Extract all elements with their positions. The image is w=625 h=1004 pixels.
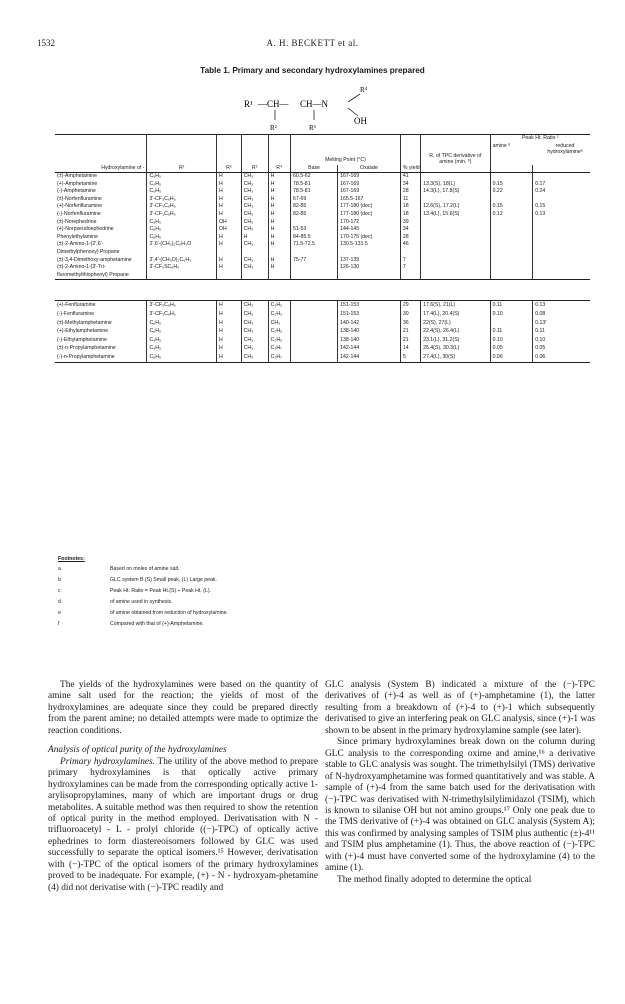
table-cell: 84-85.5 [290,234,337,242]
table-cell: H [268,234,290,242]
table-row [55,327,590,336]
hdr-peak-ratio: Peak Ht. Ratio ᶜ amine ᵈ reduced hydroxylamineᵉ [490,135,590,165]
compound-name-cell: Phenylethylamine [57,233,98,240]
table-cell: 0.10 [490,310,533,319]
footnote-key: d [58,599,61,605]
paragraph: The method finally adopted to determine the optical [337,874,532,885]
table-row [55,336,590,345]
table-cell: 67-69 [290,196,337,204]
table-cell: 18 [400,211,420,219]
table-cell: 21 [400,327,420,336]
table-cell: H [268,211,290,219]
page-number: 1532 [37,38,55,48]
table-cell: 82-85 [290,203,337,211]
table-cell: CH₃ [241,203,268,211]
table-cell: 39 [400,219,420,227]
table-cell: 29 [400,301,420,310]
table-cell: 0.06 [490,353,533,362]
table-cell: 17.6(S), 21(L) [421,301,491,310]
hdr-reduced: reduced hydroxylamineᵉ [547,143,583,155]
footnote-item [58,610,398,621]
footnote-text: Based on moles of amine salt. [110,566,180,572]
table-row [55,219,590,227]
table-cell: H [268,264,290,280]
table-row [55,257,590,265]
table-cell: H [216,196,241,204]
table-cell: 142-144 [338,353,401,362]
table-cell: 75-77 [290,257,337,265]
body-column-right [325,680,595,886]
table-cell [421,241,491,256]
compound-name-cell: (+)-Fenfluramine [55,301,147,310]
table-cell: 137-139 [338,257,401,265]
footnote-text: GLC system B (S) Small peak, (L) Large peak. [110,577,217,583]
table-cell [421,234,491,242]
table-cell: CH₃ [241,310,268,319]
table-cell: 41 [400,173,420,181]
footnote-text: Peak Ht. Ratio = Peak Ht.(S) ÷ Peak Ht. (L). [110,588,212,594]
table-cell: H [216,203,241,211]
footnote-item [58,621,398,632]
table-row [55,226,590,234]
table-cell: C₆H₅ [147,327,217,336]
table-cell: 34 [400,181,420,189]
table-cell: 3'-CF₃C₆H₅ [147,301,217,310]
table-cell: 0.15 [490,181,533,189]
table-cell [421,226,491,234]
table-cell [290,264,337,280]
table-cell: 126-130 [338,264,401,280]
table-cell: 27.4(L), 30(S) [421,353,491,362]
table-cell: 22(S), 27(L) [421,319,491,328]
structural-formula [240,80,400,136]
table-cell: 0.11 [490,327,533,336]
table-cell [291,327,338,336]
table-cell: 0.05 [533,344,590,353]
hdr-amine: amine ᵈ [492,143,511,149]
table-cell: 144-145 [338,226,401,234]
table-cell [291,319,338,328]
compound-name-cell: (±)-Amphetamine [57,173,98,180]
table-cell: H [268,203,290,211]
table-cell: 0.15 [490,203,533,211]
table-cell [533,241,590,256]
compound-name-cell: (±)-Norfenfluramine [57,195,102,202]
table-cell: 3'-CF₃C₆H₅ [147,203,217,211]
table-cell: CH₃ [241,353,268,362]
table-row [55,344,590,353]
hdr-yield: % yield [400,165,420,173]
table-cell [490,219,533,227]
compound-name-cell: (±)-2-Amino-1-(2',6'-Dimethylphenoxy) Propane [57,241,120,256]
table-cell: H [217,327,242,336]
formula-ch2: CH—N [300,99,329,109]
table-cell: 46 [400,241,420,256]
table-cell: 2',6'-(CH₃)₂C₆H₃O [147,241,217,256]
hdr-rtpc: R, of TPC derivative of amine (min. ᵇ) [421,135,491,165]
table-row [55,241,590,256]
table-cell [490,173,533,181]
formula-oh: OH [354,116,367,126]
table-cell: 0.10 [490,336,533,345]
table-cell [291,353,338,362]
table-row [55,319,590,328]
running-header [0,38,625,52]
formula-r4: R⁴ [360,86,368,94]
table-cell: 28 [400,188,420,196]
table-cell: 12.6(S), 17.2(L) [421,203,491,211]
formula-r1: R¹ [244,99,253,109]
table-row [55,196,590,204]
table-cell: 0.06 [533,353,590,362]
table-cell: C₆H₅ [147,319,217,328]
table-cell: 36 [400,319,420,328]
table-cell: 151-153 [338,301,401,310]
table-cell: C₆H₅ [147,344,217,353]
table-cell: H [217,344,242,353]
table-cell: H [241,234,268,242]
compound-name-cell: (-)-Norfenfluramine [57,211,101,218]
table-cell [421,196,491,204]
table-cell [291,344,338,353]
footnote-item [58,588,398,599]
compound-name-cell: (+)-Amphetamine [57,180,98,187]
compound-name-cell: (-)-n-Propylamphetamine [55,353,147,362]
table-cell [490,196,533,204]
table-cell [490,257,533,265]
table-cell: 0.11 [490,301,533,310]
table-cell: H [217,319,242,328]
compound-name-cell: (±)-n-Propylamphetamine [57,345,116,352]
footnotes [58,556,398,632]
table-cell [490,264,533,280]
table-cell: H [216,173,241,181]
table-cell: C₆H₅ [147,234,217,242]
table-cell: 170-172 [338,219,401,227]
hdr-r1: R¹ [147,165,217,173]
table-cell: 3'-CF₃C₆H₅ [147,211,217,219]
table-cell: 18 [400,203,420,211]
table-cell: 3',4'-(CH₃O)₂C₆H₃ [147,257,217,265]
table-cell: 3'-CF₃SC₆H₅ [147,264,217,280]
table-cell: 0.11 [533,327,590,336]
table-cell: 71.5-72.5 [290,241,337,256]
hdr-name: Hydroxylamine of - [55,165,147,173]
table-row [55,264,590,280]
table-cell: C₆H₅ [147,181,217,189]
table-cell [421,257,491,265]
table-cell: 7 [400,257,420,265]
hdr-melting-point: Melting Point (°C) [290,135,400,165]
footnote-key: b [58,577,61,583]
table-cell [490,241,533,256]
table-cell [490,319,533,328]
table-cell: 177-180 (dec) [338,211,401,219]
table-cell: CH₃ [241,211,268,219]
table-cell: 167-169 [338,181,401,189]
compound-name-cell: (-)-Fenfluramine [57,311,95,317]
table-cell: H [216,234,241,242]
compound-name-cell: (±)-Norephedrine [57,218,97,225]
table-cell: 13.4(L), 15.6(S) [421,211,491,219]
table-cell: CH₃ [241,181,268,189]
table-cell: H [217,336,242,345]
table-cell: 25.4(S), 30.3(L) [421,344,491,353]
footnote-key: a [58,566,61,572]
table-cell: 138-140 [338,336,401,345]
table-cell: 0.13 [533,211,590,219]
table-cell [291,336,338,345]
table-cell: CH₃ [241,257,268,265]
hdr-base: Base [290,165,337,173]
compound-name-cell: (±)-2-Amino-1-(3'-Tri-fluromethylthiophenyl) Propane [55,264,147,280]
table-cell: H [268,196,290,204]
table-cell: CH₃ [241,327,268,336]
compound-name-cell: (+)-Norpseudoephedrine [57,226,114,233]
table-cell: 34 [400,226,420,234]
table-cell: 11 [400,196,420,204]
running-authors: A. H. BECKETT et al. [266,38,359,48]
hdr-r3: R³ [241,165,268,173]
formula-r3: R³ [309,124,316,132]
table-cell: C₂H₅ [268,327,290,336]
table-cell: CH₃ [241,241,268,256]
table-cell [533,173,590,181]
table-cell: 177-180 (dec) [338,203,401,211]
table-cell: CH₃ [241,219,268,227]
table-cell [291,301,338,310]
table-cell [290,219,337,227]
table-cell: H [216,257,241,265]
footnote-item [58,599,398,610]
table-cell: H [268,219,290,227]
table-cell: C₆H₅ [147,336,217,345]
table-cell: C₆H₅ [147,226,217,234]
hdr-oxalate: Oxalate [338,165,401,173]
table-cell: C₆H₅ [147,353,217,362]
table-cell: CH₃ [241,264,268,280]
compound-name-cell: (+)-Norfenfluramine [57,203,103,210]
table-cell: 3'-CF₃C₆H₅ [147,310,217,319]
table-cell: CH₃ [241,301,268,310]
table-cell [533,257,590,265]
hdr-r2: R² [216,165,241,173]
formula-ch1: —CH— [258,99,289,109]
table-cell: 0.24 [533,188,590,196]
table-cell: 0.08 [533,310,590,319]
table-cell: H [216,264,241,280]
footnotes-title: Footnotes: [58,556,85,562]
table-cell: C₃H₇ [268,344,290,353]
table-cell: H [268,188,290,196]
table-row [55,353,590,362]
table-cell: H [268,226,290,234]
table-cell [533,226,590,234]
table-cell: 167-169 [338,173,401,181]
footnote-text: Compared with that of (+)-Amphetamine. [110,621,204,627]
footnote-item [58,566,398,577]
body-column-left [48,680,318,894]
table-cell: 78.5-81 [290,181,337,189]
compound-name-cell: (±)-Methylamphetamine [57,319,112,326]
table-cell: H [268,257,290,265]
table-caption: Table 1. Primary and secondary hydroxylamines prepared [200,66,425,75]
paragraph: Since primary hydroxylamines break down on the column during GLC analysis to the corresponding oxime and amine,¹⁶ a derivative stable to GLC analysis was sought. The trimethylsilyl (TMS) derivative of N-hydroxyamphetamine was formed quantitatively and was stable. A sample of (+)-4 from the same batch used for the derivatisation with (−)-TPC was derivatised with N-trimethylsilylimidazol (TSIM), which is known to silanise OH but not amino groups.¹⁷ Only one peak due to the TMS derivative of (+)-4 was obtained on GLC analysis (System A); this was confirmed by analysing samples of TSIM plus authentic (±)-4¹¹ and TSIM plus amphetamine (1). Thus, the above reaction of (−)-TPC with (+)-4 must have converted some of the hydroxylamine (4) to the amine (1). [325,737,595,874]
table-cell: CH₃ [241,344,268,353]
table-cell: 167-169 [338,188,401,196]
table-cell: 28 [400,234,420,242]
table-cell: 0.12 [490,211,533,219]
data-table [55,134,590,363]
table-cell: H [268,241,290,256]
table-cell: H [217,301,242,310]
table-cell: 0.22 [490,188,533,196]
table-cell [533,196,590,204]
table-cell [421,264,491,280]
paragraph: GLC analysis (System B) indicated a mixture of the (−)-TPC derivatives of (+)-4 as well as of (+)-amphetamine (1), the latter resulting from a breakdown of (+)-4 to (+)-1 which subsequently derivatised to give an interfering peak on GLC analysis, since (+)-1 was shown to be absent in the primary hydroxylamine sample (see later). [325,680,595,736]
table-cell [490,234,533,242]
table-cell: CH₃ [241,226,268,234]
table-cell: 21 [400,336,420,345]
table-cell: 165.5-167 [338,196,401,204]
table-cell: CH₃ [241,196,268,204]
table-row [55,181,590,189]
table-cell: H [216,211,241,219]
table-cell: C₃H₇ [268,353,290,362]
table-cell: H [216,181,241,189]
table-cell: H [216,241,241,256]
table-cell: CH₃ [241,336,268,345]
table-cell [490,226,533,234]
hdr-r4: R⁴ [268,165,290,173]
table-cell [291,310,338,319]
table-cell: 0.13 [533,301,590,310]
table-cell: 22.4(S), 26.4(L) [421,327,491,336]
table-cell: 14.3(L), 17.8(S) [421,188,491,196]
table-cell: 13.3(S), 18(L) [421,181,491,189]
table-cell [421,173,491,181]
table-cell [533,234,590,242]
table-cell: 142-144 [338,344,401,353]
table-row [55,211,590,219]
table-cell: H [217,353,242,362]
table-cell: CH₃ [241,188,268,196]
table-cell: 30 [400,310,420,319]
table-part-1 [55,134,590,280]
table-cell: 82-85 [290,211,337,219]
table-cell: 5 [400,353,420,362]
table-cell: 138-140 [338,327,401,336]
table-cell: H [268,181,290,189]
table-row [55,234,590,242]
table-row [55,301,590,310]
table-cell: 0.10 [533,336,590,345]
table-cell: C₆H₅ [147,173,217,181]
table-cell: OH [216,219,241,227]
table-cell: C₂H₅ [268,310,290,319]
table-cell: CH₃ [241,319,268,328]
formula-r2: R² [270,124,277,132]
footnote-text: of amine obtained from reduction of hydroxylamine. [110,610,228,616]
table-cell: 60.5-62 [290,173,337,181]
table-part-2 [55,300,590,362]
table-row [55,173,590,181]
footnote-text: of amine used in synthesis. [110,599,173,605]
table-cell: C₂H₅ [268,301,290,310]
table-cell: 14 [400,344,420,353]
footnote-key: c [58,588,61,594]
table-cell: 78.5-81 [290,188,337,196]
table-cell: H [216,188,241,196]
table-cell: C₆H₅ [147,188,217,196]
section-heading: Analysis of optical purity of the hydroxylamines [48,745,227,756]
footnote-key: e [58,610,61,616]
table-cell: H [268,173,290,181]
table-cell: 151-153 [338,310,401,319]
table-cell [421,219,491,227]
table-cell: 3'-CF₃C₆H₅ [147,196,217,204]
table-cell: CH₃ [241,173,268,181]
paragraph: The yields of the hydroxylamines were based on the quantity of amine salt used for the reaction; the yields of most of the hydroxylamines are adequate since they could be prepared directly from the parent amine; no detailed attempts were made to optimize the reaction conditions. [48,680,318,736]
paragraph: Primary hydroxylamines. The utility of the above method to prepare primary hydroxylamines is that optically active primary hydroxylamines can be made from the corresponding optically active 1-arylisopropylamines, many of which are important drugs or drug metabolites. A suitable method was then required to show the retention of optical purity in the method employed. Derivatisation with N - trifluoroacetyl - L - prolyl chloride ((−)-TPC) of optically active ephedrines to form diastereoisomers followed by GLC was used successfully to separate the optical isomers.¹⁵ However, derivatisation with (−)-TPC of the optical isomers of the primary hydroxylamines proved to be inadequate. For example, (+) - N - hydroxyam-phetamine (4) did not derivatise with (−)-TPC readily and [48,756,318,893]
table-cell: C₆H₅ [147,219,217,227]
table-cell: 0.05 [490,344,533,353]
table-cell: 130.5-131.5 [338,241,401,256]
compound-name-cell: (-)-Ethylamphetamine [57,336,107,343]
table-cell: 51-53 [290,226,337,234]
table-cell: 7 [400,264,420,280]
table-row [55,310,590,319]
table-cell: C₂H₅ [268,336,290,345]
table-row [55,203,590,211]
table-cell: 140-142 [338,319,401,328]
table-cell: 0.17 [533,181,590,189]
compound-name-cell: (±)-3,4-Dimethoxy-amphetamine [57,256,132,263]
table-cell [533,219,590,227]
footnote-item [58,577,398,588]
table-cell: 0.13ᶠ [533,319,590,328]
table-row [55,188,590,196]
footnote-key: f [58,621,60,627]
compound-name-cell: (-)-Amphetamine [57,188,96,195]
table-cell: H [217,310,242,319]
table-cell [533,264,590,280]
table-cell: 170-175 (dec) [338,234,401,242]
table-cell: 0.15 [533,203,590,211]
table-cell: 17.4(L), 20.4(S) [421,310,491,319]
table-cell: CH₃ [268,319,290,328]
table-cell: 23.1(L), 31.2(S) [421,336,491,345]
subsection-heading: Primary hydroxylamines. [60,756,155,767]
compound-name-cell: (+)-Ethylamphetamine [57,328,109,335]
table-cell: OH [216,226,241,234]
